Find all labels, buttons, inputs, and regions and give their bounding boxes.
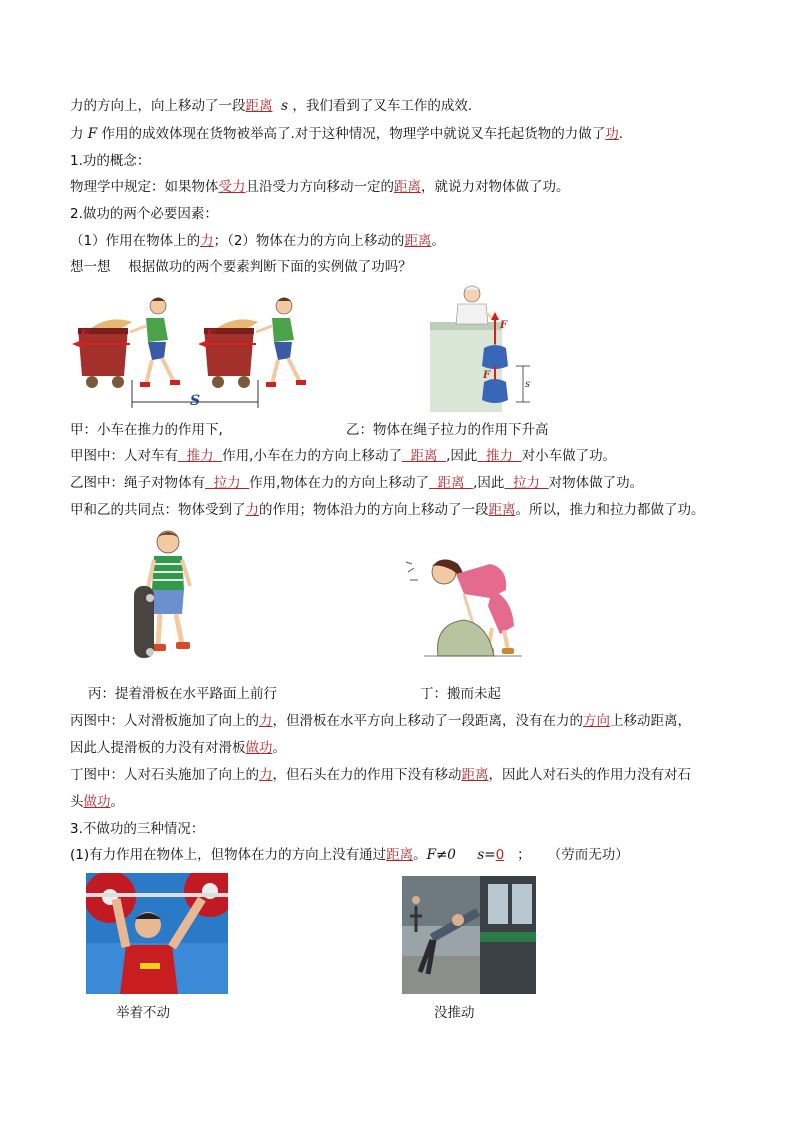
stone-icon (438, 620, 494, 656)
boy-icon (148, 531, 190, 651)
weightlifter-photo (86, 873, 228, 994)
cart-push-figure (70, 292, 320, 410)
formula-f: F≠0 (426, 847, 456, 863)
blank-answer: 距离 (488, 502, 516, 518)
lift-stone-figure (404, 550, 528, 662)
blank-answer: 方向 (583, 713, 610, 729)
blank-answer: 推力 (477, 448, 522, 464)
bag-icon (482, 379, 508, 403)
text-line-4: （1）作用在物体上的力；（2）物体在力的方向上移动的距离。 (70, 233, 445, 249)
text-line-11: 丁图中：人对石头施加了向上的力，但石头在力的作用下没有移动距离，因此人对石头的作用力没有对石 (70, 767, 691, 783)
scientist-icon (456, 286, 496, 324)
blank-answer: 推力 (178, 448, 223, 464)
text-line-10: 因此人提滑板的力没有对滑板做功。 (70, 740, 286, 756)
blank-answer: 拉力 (205, 475, 250, 491)
section-heading-2: 2.做功的两个必要因素： (70, 206, 218, 222)
caption-yi: 乙：物体在绳子拉力的作用下升高 (346, 422, 549, 438)
text-line-13: (1)有力作用在物体上，但物体在力的方向上没有通过距离。F≠0 s=0 ； （劳而无功） (70, 847, 629, 863)
blank-answer: 力 (259, 767, 273, 783)
section-heading-1: 1.功的概念： (70, 153, 151, 169)
blank-answer: 距离 (394, 179, 421, 195)
lift-figure (428, 282, 540, 412)
barbell-bar (86, 893, 228, 897)
push-bus-photo (402, 876, 536, 994)
bag-icon (482, 345, 508, 369)
symbol-f: F (87, 126, 98, 142)
text-line-7: 乙图中：绳子对物体有 拉力 作用,物体在力的方向上移动了 距离 ,因此 拉力 对物体做了功。 (70, 475, 644, 491)
blank-answer: 0 (495, 847, 505, 863)
caption-ding: 丁：搬而未起 (420, 686, 501, 702)
blank-answer: 距离 (404, 233, 432, 249)
text-line-1: 力的方向上，向上移动了一段距离 s ，我们看到了叉车工作的成效. (70, 98, 473, 114)
blank-answer: 距离 (461, 767, 489, 783)
blank-answer: 做功 (83, 794, 111, 810)
text-line-8: 甲和乙的共同点：物体受到了力的作用；物体沿力的方向上移动了一段距离。所以，推力和拉力都做了功。 (70, 502, 705, 518)
section-heading-3: 3.不做功的三种情况： (70, 821, 205, 837)
text-line-6: 甲图中：人对车有 推力 作用,小车在力的方向上移动了 距离 ,因此 推力 对小车做了功。 (70, 448, 617, 464)
text-line-12: 头做功。 (70, 794, 124, 810)
text-line-2: 力 F 作用的成效体现在货物被举高了.对于这种情况，物理学中就说叉车托起货物的力做了功. (70, 126, 624, 142)
blank-answer: 做功 (245, 740, 273, 756)
blank-answer: 距离 (401, 448, 447, 464)
text-line-3: 物理学中规定：如果物体受力且沿受力方向移动一定的距离，就说力对物体做了功。 (70, 179, 570, 195)
caption-jia: 甲：小车在推力的作用下, (70, 422, 223, 438)
caption-bing: 丙：提着滑板在水平路面上前行 (88, 686, 277, 702)
blank-answer: 距离 (245, 98, 273, 114)
text-line-9: 丙图中：人对滑板施加了向上的力，但滑板在水平方向上移动了一段距离，没有在力的方向上移动距离， (70, 713, 691, 729)
distance-label: s (525, 379, 531, 390)
blank-answer: 功 (605, 126, 619, 142)
force-label: F (206, 328, 216, 343)
caption-hold-still: 举着不动 (116, 1005, 170, 1021)
blank-answer: 距离 (386, 847, 414, 863)
force-label: F (80, 328, 90, 343)
lifter-jersey (120, 945, 178, 994)
distance-label: S (190, 393, 201, 409)
blank-answer: 力 (245, 502, 259, 518)
blank-answer: 拉力 (504, 475, 549, 491)
person-icon (130, 298, 180, 388)
blank-answer: 力 (200, 233, 214, 249)
blank-answer: 距离 (428, 475, 474, 491)
caption-not-pushed: 没推动 (434, 1005, 475, 1021)
symbol-s: s (281, 98, 289, 114)
blank-answer: 力 (259, 713, 273, 729)
arrow-head-icon (491, 312, 499, 320)
force-label: F (483, 370, 491, 381)
formula-s: s= (477, 847, 496, 863)
text-line-5: 想一想 根据做功的两个要素判断下面的实例做了功吗？ (70, 259, 412, 275)
force-label: F (500, 320, 508, 331)
blank-answer: 受力 (218, 179, 246, 195)
person-icon (256, 298, 306, 388)
skateboard-figure (128, 528, 210, 668)
